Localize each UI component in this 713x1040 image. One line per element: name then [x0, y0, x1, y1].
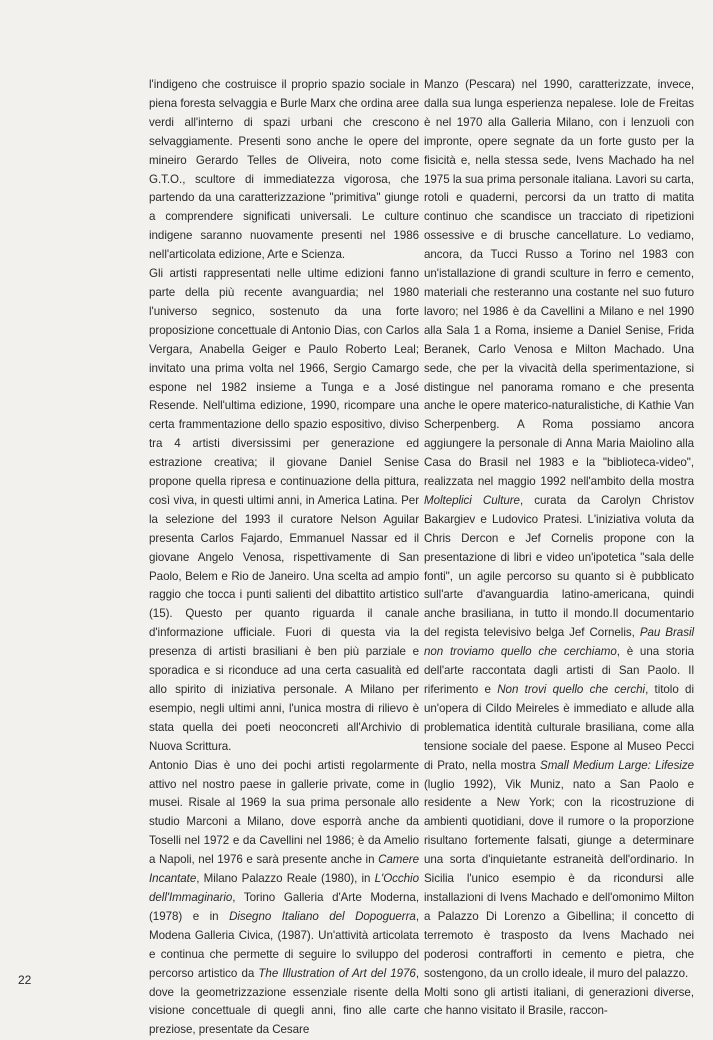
paragraph: Antonio Dias è uno dei pochi artisti regolarmente attivo nel nostro paese in gallerie private, come in musei. Risale al 1969 la sua prima personale allo studio Marconi a Milano, dove esporrà anche da Toselli nel 1972 e da Cavellini nel 1986; è da Amelio a Napoli, nel 1976 e sarà presente anche in Camere Incantate, Milano Palazzo Reale (1980), in L'Occhio dell'Immaginario, Torino Galleria d'Arte Moderna, (1978) e in Disegno Italiano del Dopoguerra, Modena Galleria Civica, (1987). Un'attività articolata e continua che permette di seguire lo sviluppo del percorso artistico da The Illustration of Art del 1976, dove la geometrizzazione essenziale risente della visione concettuale di quegli anni, fino alle carte preziose, presentate da Cesare — [149, 758, 419, 1037]
italic-title: L'Occhio dell'Immaginario — [149, 872, 419, 904]
right-column — [424, 76, 694, 1021]
italic-title: Disegno Italiano del Dopoguerra — [229, 909, 416, 923]
paragraph: l'indigeno che costruisce il proprio spazio sociale in piena foresta selvaggia e Burle Marx che ordina aree verdi all'interno di spazi urbani che crescono selvaggiamente. Presenti sono anche le opere del mineiro Gerardo Telles de Oliveira, noto come G.T.O., scultore di immediatezza vigorosa, che partendo da una caratterizzazione "primitiva" giunge a comprendere significati universali. Le culture indigene saranno nuovamente presenti nel 1986 nell'articolata edizione, Arte e Scienza. — [149, 78, 419, 262]
paragraph: Manzo (Pescara) nel 1990, caratterizzate, invece, dalla sua lunga esperienza nepalese. Iole de Freitas è nel 1970 alla Galleria Milano, con i lenzuoli con impronte, opere segnate da un forte gusto per la fisicità e, nella stessa sede, Ivens Machado ha nel 1975 la sua prima personale italiana. Lavori su carta, rotoli e quaderni, percorsi da un tratto di matita continuo che scandisce un tracciato di ripetizioni ossessive e di brusche cancellature. Lo vediamo, ancora, da Tucci Russo a Torino nel 1983 con un'istallazione di grandi sculture in ferro e cemento, materiali che resteranno una costante nel suo futuro lavoro; nel 1986 è da Cavellini a Milano e nel 1990 alla Sala 1 a Roma, insieme a Daniel Senise, Frida Beranek, Carlo Venosa e Milton Machado. Una sede, che per la vivacità della sperimentazione, si distingue nel panorama romano e che presenta anche le opere materico-naturalistiche, di Kathie Van Scherpenberg. A Roma possiamo ancora aggiungere la personale di Anna Maria Maiolino alla Casa do Brasil nel 1983 e la "biblioteca-video", realizzata nel maggio 1992 nell'ambito della mostra Molteplici Culture, curata da Carolyn Christov Bakargiev e Ludovico Pratesi. L'iniziativa voluta da Chris Dercon e Jef Cornelis propone con la presentazione di libri e video un'ipotetica "sala delle fonti", un agile percorso su quanto si è pubblicato sull'arte d'avanguardia latino-americana, quindi anche brasiliana, in tutto il mondo.Il documentario del regista televisivo belga Jef Cornelis, Pau Brasil non troviamo quello che cerchiamo, è una storia dell'arte raccontata dagli artisti di San Paolo. Il riferimento e Non trovi quello che cerchi, titolo di un'opera di Cildo Meireles è immediato e allude alla problematica identità culturale brasiliana, come alla tensione sociale del paese. Espone al Museo Pecci di Prato, nella mostra Small Medium Large: Lifesize (luglio 1992), Vik Muniz, nato a San Paolo e residente a New York; con la ricostruzione di ambienti quotidiani, dove il rumore o la proporzione risultano fortemente falsati, giunge a determinare una sorta d'inquietante estraneità dell'ordinario. In Sicilia l'unico esempio è da ricondursi alle installazioni di Ivens Machado e dell'omonimo Milton a Palazzo Di Lorenzo a Gibellina; il concetto di terremoto è trasposto da Ivens Machado nei poderosi contrafforti in cemento e pietra, che sostengono, da un crollo ideale, il muro del palazzo. — [424, 78, 695, 980]
italic-title: Camere Incantate — [149, 853, 419, 886]
italic-title: Small Medium Large: Lifesize — [540, 758, 694, 772]
left-column — [149, 76, 419, 1040]
paragraph: Molti sono gli artisti italiani, di generazioni diverse, che hanno visitato il Brasile, raccon- — [424, 985, 694, 1018]
page-number: 22 — [18, 973, 32, 987]
italic-title: Non trovi quello che cerchi — [497, 683, 646, 696]
italic-title: Pau Brasil non troviamo quello che cerchiamo — [424, 626, 695, 659]
italic-title: The Illustration of Art del 1976 — [258, 966, 416, 980]
italic-title: Molteplici Culture — [424, 493, 520, 507]
paragraph: Gli artisti rappresentati nelle ultime edizioni fanno parte della più recente avanguardia; nel 1980 l'universo segnico, sostenuto da una forte proposizione concettuale di Antonio Dias, con Carlos Vergara, Anabella Geiger e Paulo Roberto Leal; invitato una prima volta nel 1966, Sergio Camargo espone nel 1982 insieme a Tunga e a José Resende. Nell'ultima edizione, 1990, ricompare una certa frammentazione dello spazio espositivo, diviso tra 4 artisti diversissimi per generazione ed estrazione creativa; il giovane Daniel Senise propone quella ripresa e continuazione della pittura, così viva, in questi ultimi anni, in America Latina. Per la selezione del 1993 il curatore Nelson Aguilar presenta Carlos Fajardo, Emmanuel Nassar ed il giovane Angelo Venosa, rispettivamente di San Paolo, Belem e Rio de Janeiro. Una scelta ad ampio raggio che tocca i punti salienti del dibattito artistico (15). Questo per quanto riguarda il canale d'informazione ufficiale. Fuori di questa via la presenza di artisti brasiliani è ben più parziale e sporadica e si riconduce ad una certa casualità ed allo spirito di iniziativa personale. A Milano per esempio, negli ultimi anni, l'unica mostra di rilievo è stata quella dei poeti neoconcreti all'Archivio di Nuova Scrittura. — [149, 267, 419, 753]
